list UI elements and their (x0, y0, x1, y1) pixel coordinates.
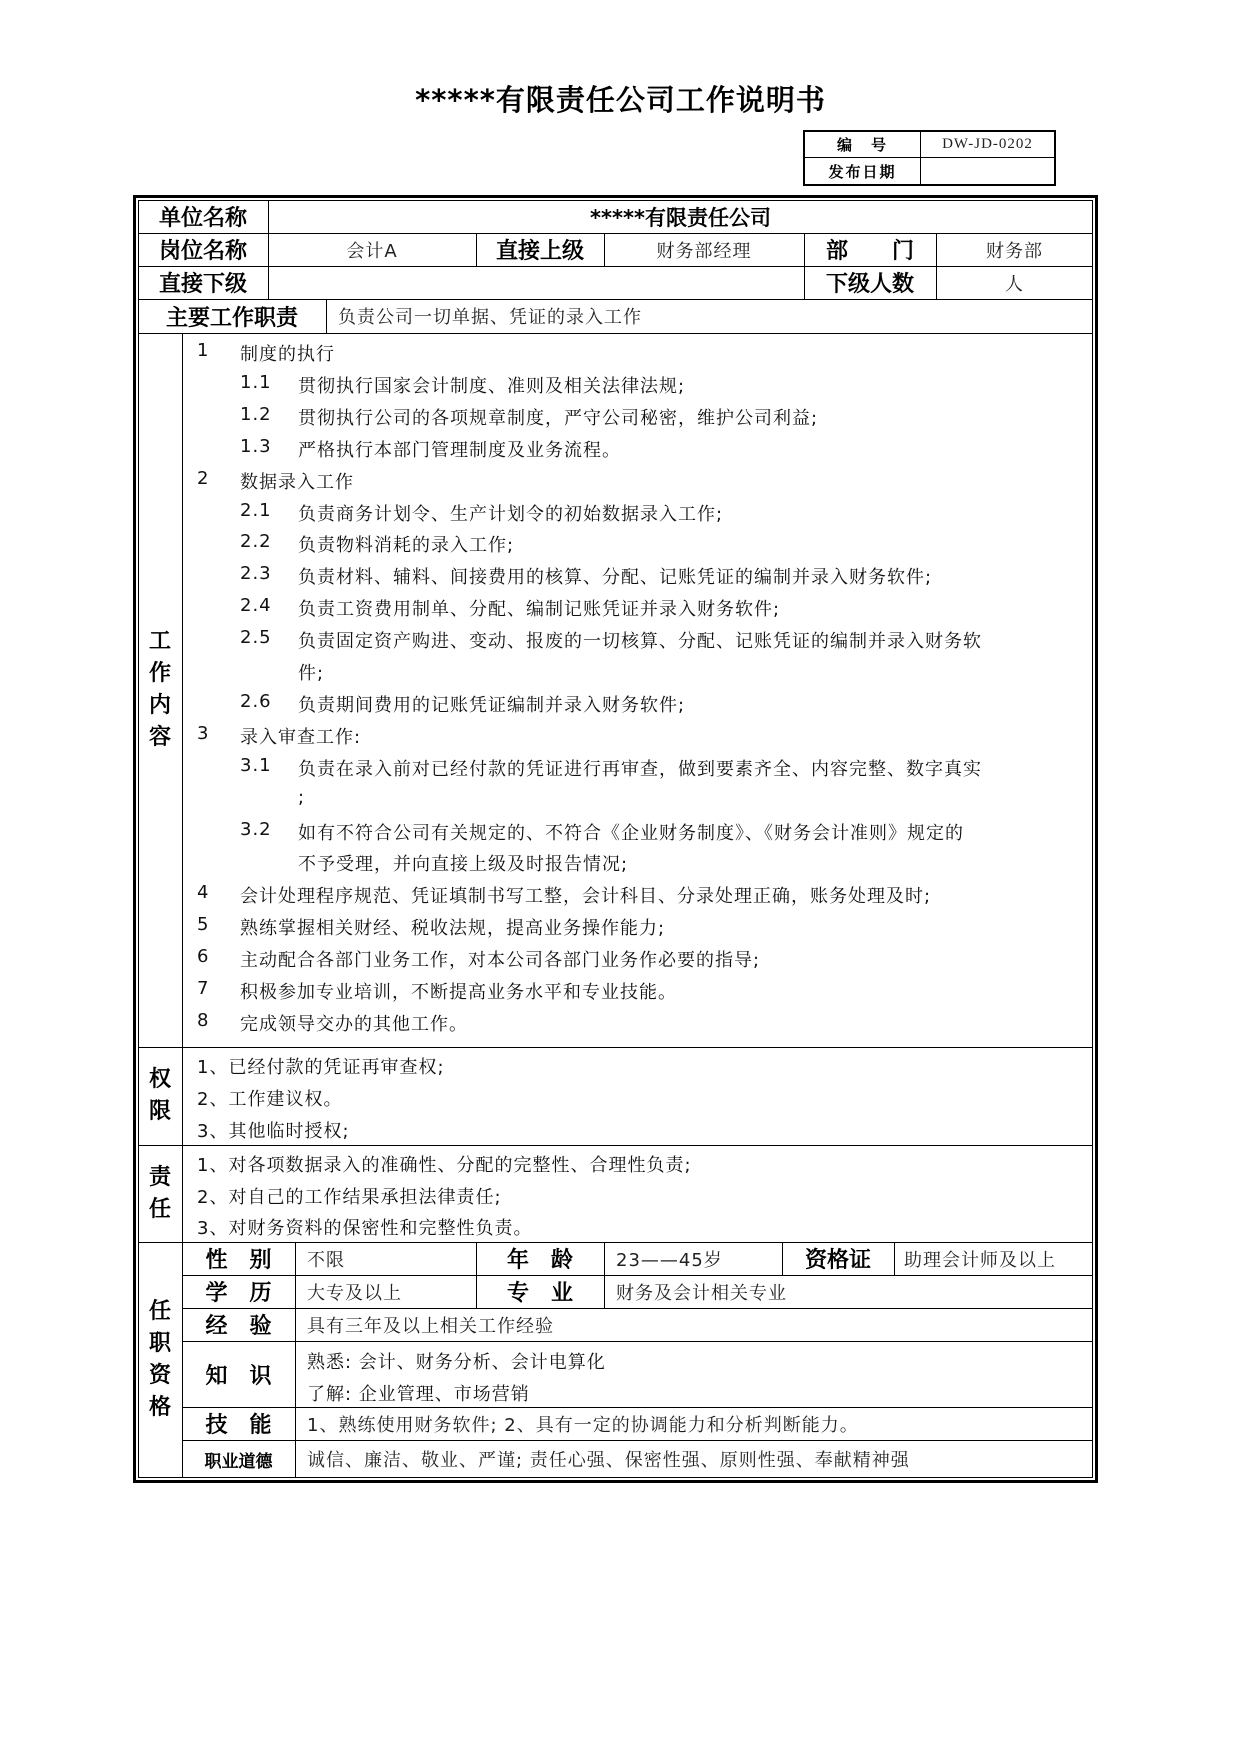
work-item-number: 5 (197, 914, 210, 936)
main-duty-label: 主要工作职责 (165, 305, 298, 331)
work-item-number: 2.1 (240, 499, 272, 521)
document-title: *****有限责任公司工作说明书 (415, 83, 826, 117)
certificate-label: 资格证 (804, 1248, 871, 1273)
work-item-number: 3 (197, 722, 210, 744)
work-item-number: 1.1 (240, 371, 272, 393)
major-label: 专 业 (506, 1281, 573, 1306)
work-item-number: 3.1 (240, 754, 272, 776)
work-item-number: 3.2 (240, 818, 272, 840)
skill-value: 1、熟练使用财务软件; 2、具有一定的协调能力和分析判断能力。 (307, 1414, 859, 1436)
work-item-text: 如有不符合公司有关规定的、不符合《企业财务制度》、《财务会计准则》规定的 (298, 822, 964, 844)
ethics-value: 诚信、廉洁、敬业、严谨; 责任心强、保密性强、原则性强、奉献精神强 (307, 1450, 910, 1471)
work-item-text: 主动配合各部门业务工作，对本公司各部门业务作必要的指导; (240, 950, 761, 972)
department-value: 财务部 (986, 240, 1043, 262)
work-item-number: 2.3 (240, 563, 272, 585)
work-item-text: 负责期间费用的记账凭证编制并录入财务软件; (298, 694, 686, 716)
work-item-text: 录入审查工作: (240, 726, 362, 748)
gender-label: 性 别 (205, 1248, 272, 1273)
age-label: 年 龄 (506, 1248, 573, 1273)
work-item-number: 6 (197, 946, 210, 968)
work-item-text: 制度的执行 (240, 344, 335, 365)
major-value: 财务及会计相关专业 (616, 1282, 787, 1304)
knowledge-label: 知 识 (205, 1363, 272, 1389)
work-item-text: 会计处理程序规范、凭证填制书写工整，会计科目、分录处理正确，账务处理及时; (240, 886, 932, 908)
work-item-number: 2.5 (240, 627, 272, 649)
work-item-text: 熟练掌握相关财经、税收法规，提高业务操作能力; (240, 918, 666, 940)
authority-item: 3、其他临时授权; (197, 1121, 350, 1142)
certificate-value: 助理会计师及以上 (904, 1249, 1056, 1271)
ethics-label: 职业道德 (204, 1451, 273, 1472)
responsibility-label: 责 任 (148, 1164, 171, 1222)
work-item-text: 负责工资费用制单、分配、编制记账凭证并录入财务软件; (298, 599, 781, 621)
experience-value: 具有三年及以上相关工作经验 (307, 1315, 554, 1337)
unit-label: 单位名称 (158, 206, 247, 231)
main-duty-value: 负责公司一切单据、凭证的录入工作 (338, 307, 642, 328)
subordinate-value (268, 266, 804, 299)
work-item-number: 2.2 (240, 531, 272, 553)
code-value: DW-JD-0202 (921, 132, 1054, 158)
authority-label: 权 限 (148, 1067, 171, 1124)
publish-date-label: 发布日期 (805, 158, 921, 184)
work-item-text: 负责材料、辅料、间接费用的核算、分配、记账凭证的编制并录入财务软件; (298, 567, 933, 589)
work-item-text: 贯彻执行公司的各项规章制度，严守公司秘密，维护公司利益; (298, 407, 819, 429)
gender-value: 不限 (307, 1249, 345, 1271)
work-item-text: ; (298, 786, 306, 808)
knowledge-understand: 了解: 企业管理、市场营销 (307, 1384, 530, 1405)
responsibility-item: 3、对财务资料的保密性和完整性负责。 (197, 1218, 533, 1239)
work-item-text: 数据录入工作 (240, 471, 354, 493)
document-code-box (803, 130, 1056, 186)
authority-item: 1、已经付款的凭证再审查权; (197, 1057, 445, 1078)
work-item-text: 不予受理，并向直接上级及时报告情况; (298, 854, 629, 876)
work-item-text: 完成领导交办的其他工作。 (240, 1013, 468, 1035)
code-label: 编 号 (805, 132, 921, 158)
knowledge-familiar: 熟悉: 会计、财务分析、会计电算化 (307, 1352, 606, 1373)
age-value: 23——45岁 (616, 1249, 723, 1271)
publish-date-value (921, 158, 1054, 184)
responsibility-item: 2、对自己的工作结果承担法律责任; (197, 1187, 502, 1208)
skill-label: 技 能 (205, 1413, 272, 1438)
superior-value: 财务部经理 (656, 240, 752, 262)
work-item-text: 严格执行本部门管理制度及业务流程。 (298, 439, 621, 461)
work-item-number: 1.3 (240, 435, 272, 457)
superior-label: 直接上级 (495, 239, 584, 264)
work-item-number: 1 (197, 340, 210, 361)
work-item-number: 1.2 (240, 403, 272, 425)
work-item-text: 贯彻执行国家会计制度、准则及相关法律法规; (298, 375, 686, 397)
work-item-number: 2.4 (240, 595, 272, 617)
work-item-text: 件; (298, 663, 325, 684)
post-label: 岗位名称 (158, 239, 247, 264)
post-value: 会计A (346, 240, 398, 262)
work-item-text: 积极参加专业培训，不断提高业务水平和专业技能。 (240, 982, 677, 1003)
experience-label: 经 验 (205, 1314, 272, 1339)
education-value: 大专及以上 (307, 1282, 402, 1304)
subordinate-count-label: 下级人数 (825, 272, 914, 297)
work-item-text: 负责固定资产购进、变动、报废的一切核算、分配、记账凭证的编制并录入财务软 (298, 631, 982, 653)
subordinate-label: 直接下级 (158, 272, 247, 297)
subordinate-count-value: 人 (1005, 273, 1024, 295)
work-item-number: 8 (197, 1009, 210, 1031)
work-item-text: 负责物料消耗的录入工作; (298, 535, 515, 557)
work-item-number: 4 (197, 882, 210, 904)
unit-value: *****有限责任公司 (590, 205, 771, 230)
education-label: 学 历 (205, 1281, 272, 1306)
responsibility-item: 1、对各项数据录入的准确性、分配的完整性、合理性负责; (197, 1155, 692, 1176)
authority-item: 2、工作建议权。 (197, 1089, 343, 1110)
work-item-text: 负责商务计划令、生产计划令的初始数据录入工作; (298, 503, 724, 525)
work-item-number: 2 (197, 467, 210, 489)
department-label: 部 门 (825, 239, 914, 264)
work-item-text: 负责在录入前对已经付款的凭证进行再审查，做到要素齐全、内容完整、数字真实 (298, 758, 982, 780)
work-item-number: 7 (197, 978, 210, 999)
qualification-label: 任 职 资 格 (148, 1299, 171, 1420)
work-item-number: 2.6 (240, 690, 272, 712)
work-content-label: 工 作 内 容 (148, 629, 171, 750)
